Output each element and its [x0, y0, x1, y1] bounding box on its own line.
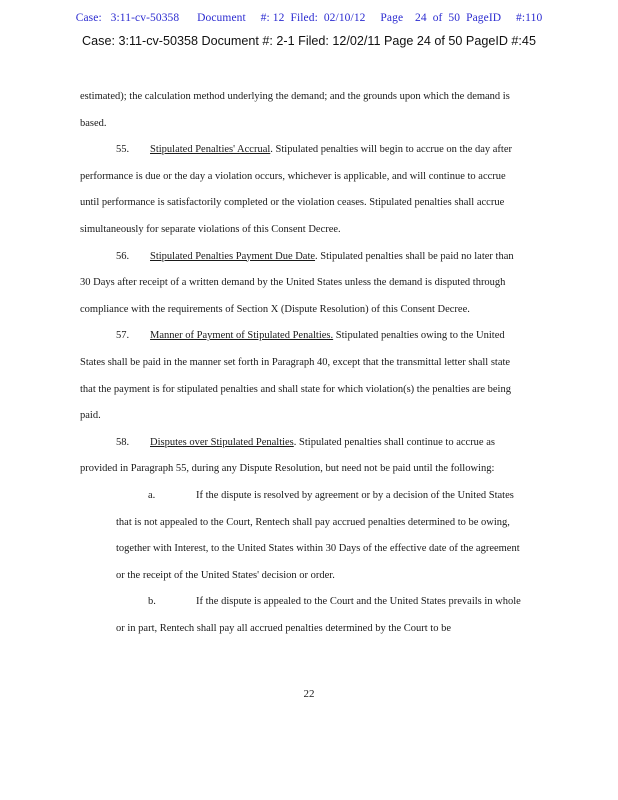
paragraph-text: . Stipulated penalties will begin to accrue on the day after performance is due or the day a violation occurs, whichever is applicable, and will continue to accrue until performance is satisfactorily completed or the violation ceases. Stipulated penalties shall accrue simultaneously for separate violations of this Consent Decree.: [80, 144, 512, 235]
paragraph-heading: Stipulated Penalties' Accrual: [150, 144, 271, 156]
paragraph-text: . Stipulated penalties shall continue to accrue as provided in Paragraph 55, during any Dispute Resolution, but need not be paid until the following:: [80, 436, 495, 475]
paragraph-text: Stipulated penalties owing to the United States shall be paid in the manner set forth in Paragraph 40, except that the transmittal letter shall state that the payment is for stipulated penalties and shall state for which violation(s) the penalties are being paid.: [80, 330, 511, 422]
subparagraph-a: [80, 483, 526, 589]
paragraph-57: [80, 323, 526, 429]
carryover-paragraph: estimated); the calculation method underlying the demand; and the grounds upon which the demand is based.: [80, 91, 510, 129]
paragraph-number: 57.: [116, 330, 130, 342]
paragraph-58: [80, 430, 526, 483]
paragraph-number: 56.: [116, 250, 130, 262]
document-body: [80, 84, 526, 642]
paragraph-55: [80, 137, 526, 243]
subparagraph-text: If the dispute is appealed to the Court and the United States prevails in whole or in part, Rentech shall pay all accrued penalties determined by the Court to be: [116, 596, 521, 634]
paragraph-heading: Disputes over Stipulated Penalties: [150, 436, 294, 448]
paragraph-number: 58.: [116, 436, 130, 448]
paragraph-heading: Manner of Payment of Stipulated Penalties.: [150, 330, 334, 342]
paragraph-number: 55.: [116, 144, 130, 156]
subparagraph-letter: b.: [148, 596, 156, 608]
subparagraph-text: If the dispute is resolved by agreement or by a decision of the United States that is not appealed to the Court, Rentech shall pay accrued penalties determined to be owing, together with Interest, to the United States within 30 Days of the effective date of the agreement or the receipt of the United States' decision or order.: [116, 489, 520, 581]
original-filing-header: Case: 3:11-cv-50358 Document #: 2-1 Filed: 12/02/11 Page 24 of 50 PageID #:45: [82, 34, 536, 48]
subparagraph-b: [80, 589, 526, 642]
paragraph-heading: Stipulated Penalties Payment Due Date: [150, 250, 316, 262]
paragraph-text: . Stipulated penalties shall be paid no later than 30 Days after receipt of a written demand by the United States unless the demand is disputed through compliance with the requirements of Section X (Dispute Resolution) of this Consent Decree.: [80, 250, 514, 315]
paragraph-56: [80, 244, 526, 324]
ecf-filing-header: Case: 3:11-cv-50358 Document #: 12 Filed: 02/10/12 Page 24 of 50 PageID #:110: [75, 12, 543, 24]
page-number: 22: [303, 688, 315, 700]
subparagraph-letter: a.: [148, 489, 156, 501]
